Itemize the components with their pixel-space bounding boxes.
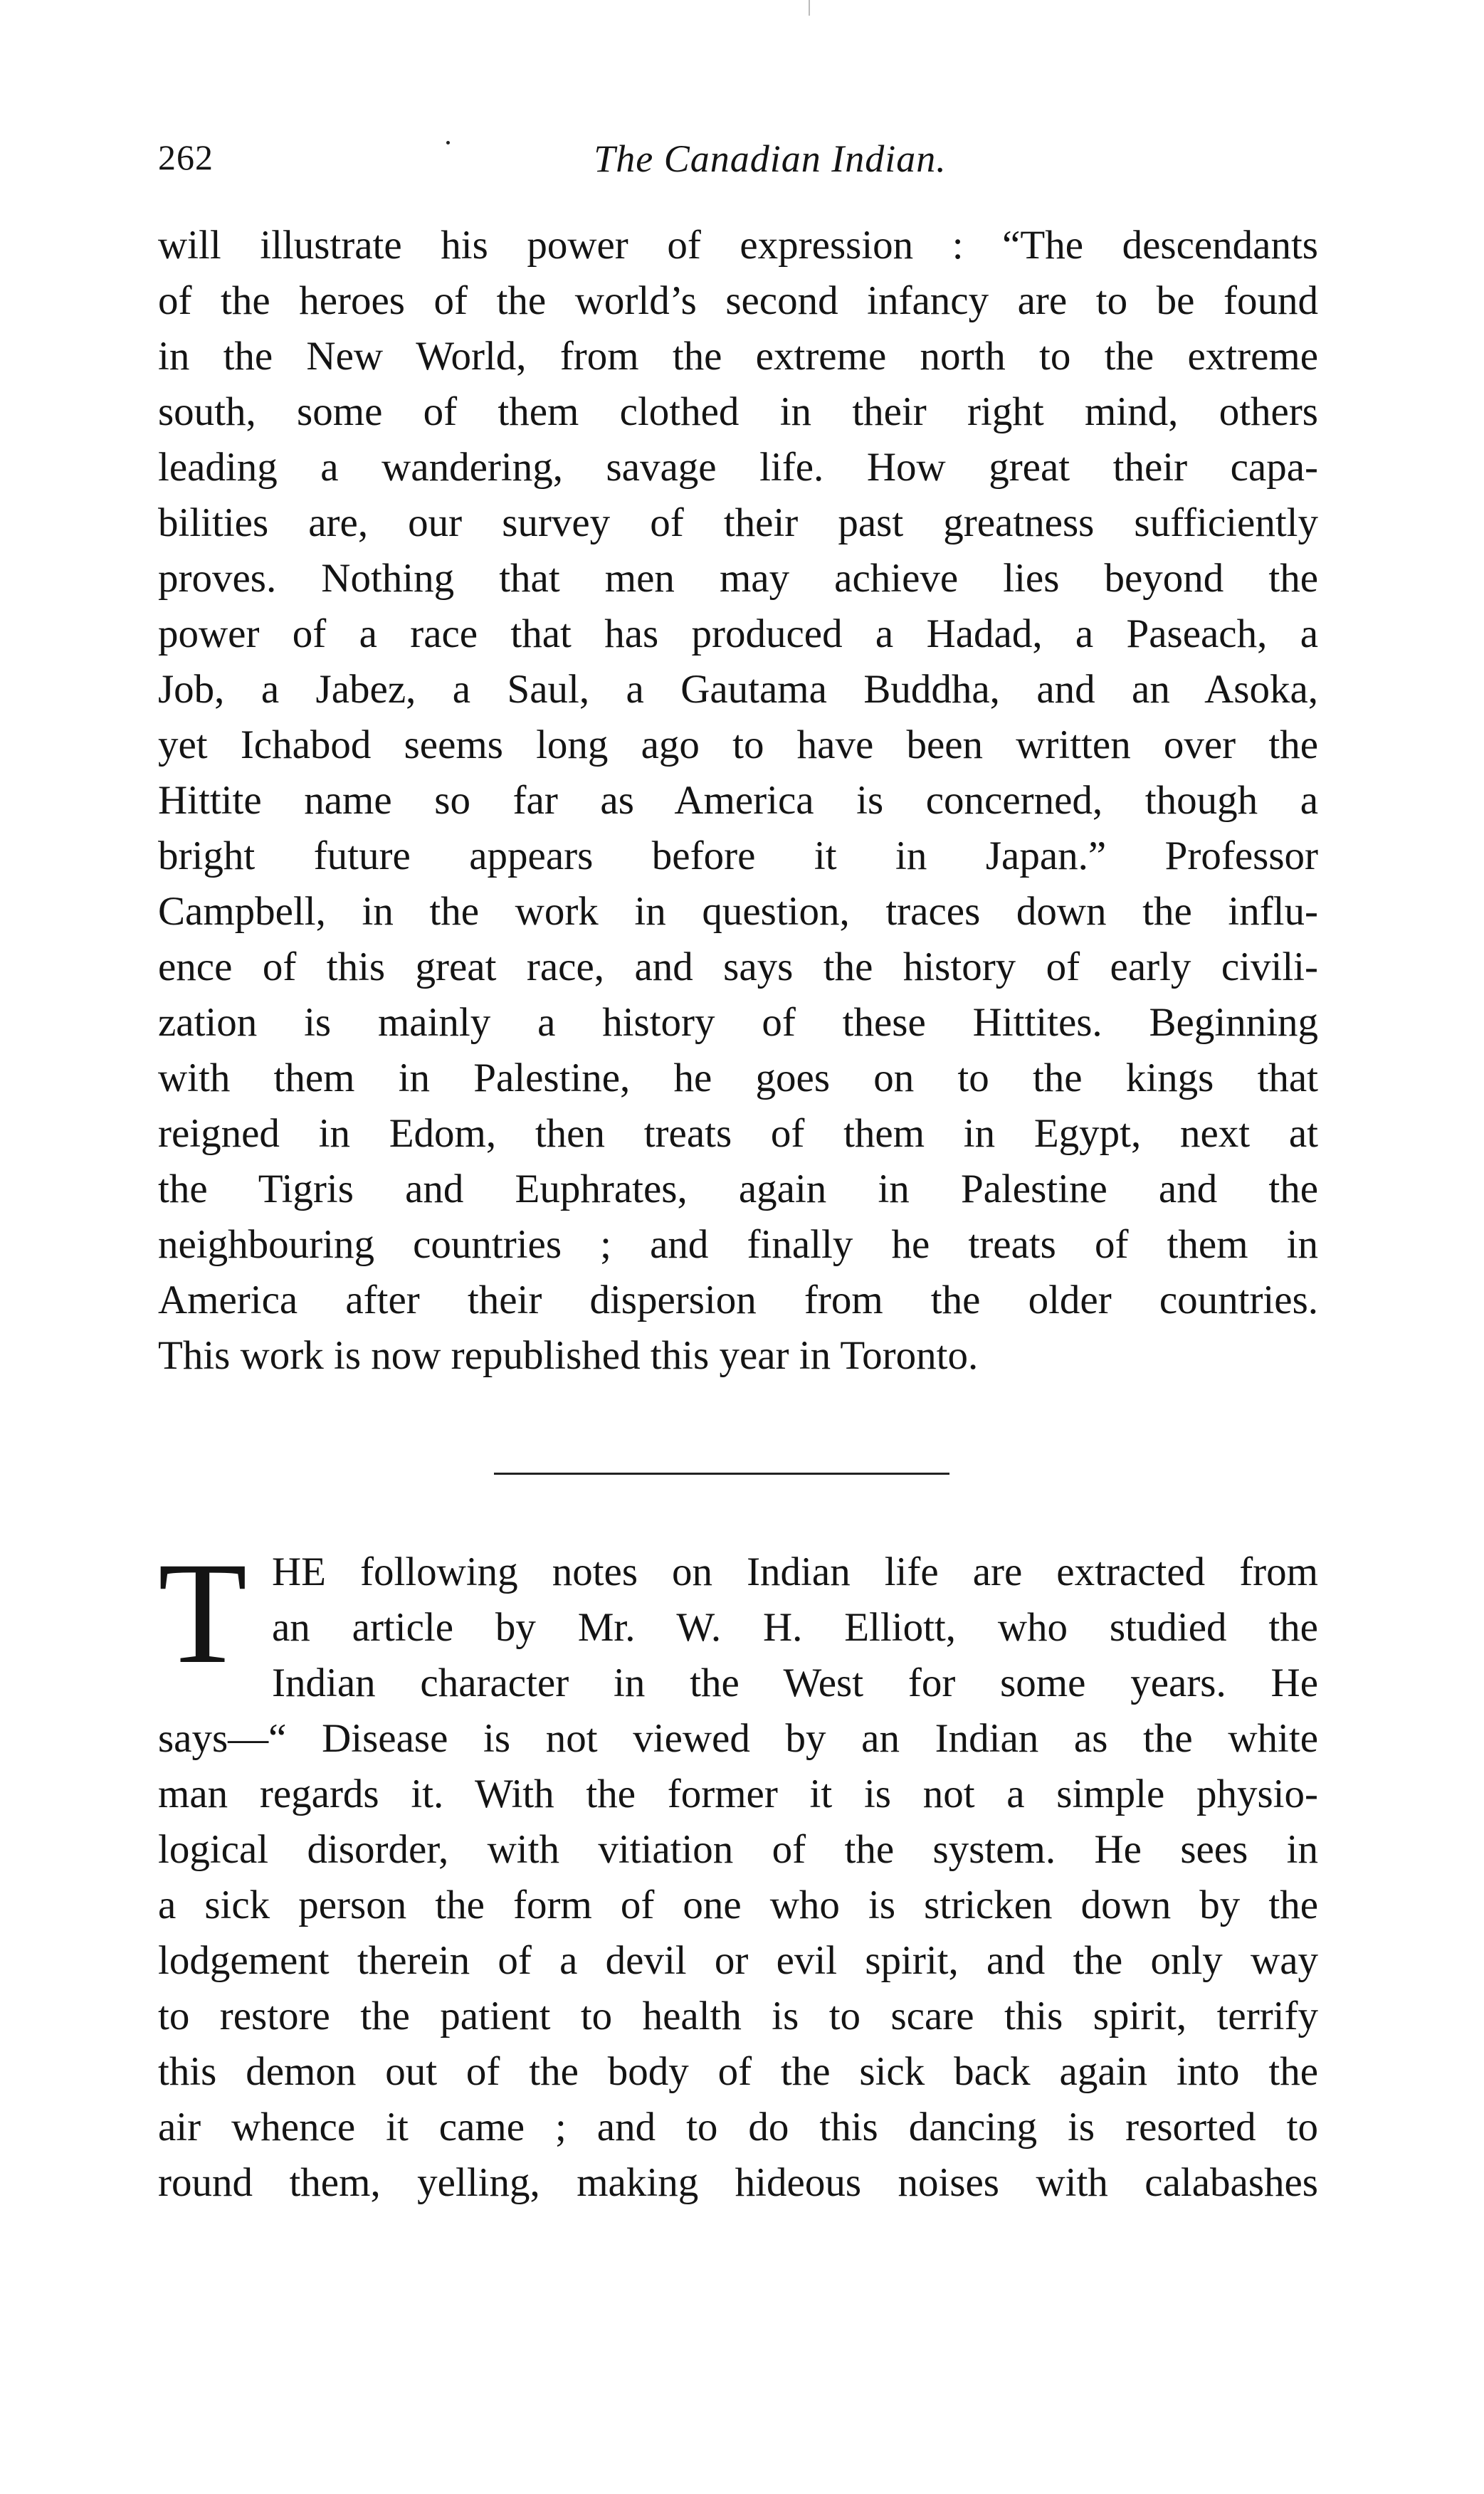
section-divider	[494, 1473, 949, 1475]
text-line: will illustrate his power of expression : “The descendants	[158, 223, 1318, 268]
text-line: a sick person the form of one who is stricken down by the	[158, 1883, 1318, 1927]
text-line: in the New World, from the extreme north to the extreme	[158, 334, 1318, 379]
drop-cap: T	[158, 1532, 248, 1694]
text-line: man regards it. With the former it is not a simple physio-	[158, 1772, 1318, 1816]
text-line: bilities are, our survey of their past greatness sufficiently	[158, 500, 1318, 545]
scan-artifact-mark	[809, 0, 810, 16]
text-line: America after their dispersion from the older countries.	[158, 1278, 1318, 1322]
text-line: round them, yelling, making hideous noises with calabashes	[158, 2160, 1318, 2205]
text-line: neighbouring countries ; and finally he treats of them in	[158, 1222, 1318, 1267]
text-line: Hittite name so far as America is concerned, though a	[158, 778, 1318, 823]
header-dot-mark	[446, 141, 450, 144]
text-line: of the heroes of the world’s second infancy are to be found	[158, 278, 1318, 323]
text-line: yet Ichabod seems long ago to have been written over the	[158, 722, 1318, 767]
running-title: The Canadian Indian.	[594, 137, 947, 180]
text-line: ence of this great race, and says the history of early civili-	[158, 945, 1318, 989]
text-line: an article by Mr. W. H. Elliott, who studied the	[272, 1605, 1318, 1650]
text-line: leading a wandering, savage life. How great their capa-	[158, 445, 1318, 490]
text-line: this demon out of the body of the sick back again into the	[158, 2049, 1318, 2094]
text-line: south, some of them clothed in their right mind, others	[158, 389, 1318, 434]
text-line: Job, a Jabez, a Saul, a Gautama Buddha, and an Asoka,	[158, 667, 1318, 712]
page-number: 262	[158, 137, 214, 177]
text-line: HE following notes on Indian life are extracted from	[272, 1549, 1318, 1594]
text-line: to restore the patient to health is to scare this spirit, terrify	[158, 1994, 1318, 2038]
text-line: lodgement therein of a devil or evil spirit, and the only way	[158, 1938, 1318, 1983]
text-line: Campbell, in the work in question, traces down the influ-	[158, 889, 1318, 934]
page-header	[158, 137, 1318, 186]
text-line: the Tigris and Euphrates, again in Palestine and the	[158, 1167, 1318, 1211]
paragraph-new-section	[158, 1532, 1318, 2211]
text-line: with them in Palestine, he goes on to the kings that	[158, 1056, 1318, 1100]
text-line: zation is mainly a history of these Hittites. Beginning	[158, 1000, 1318, 1045]
text-line: bright future appears before it in Japan.” Professor	[158, 833, 1318, 878]
paragraph-continued	[158, 218, 1318, 1384]
text-line: says—“ Disease is not viewed by an Indian as the white	[158, 1716, 1318, 1761]
text-line: air whence it came ; and to do this dancing is resorted to	[158, 2105, 1318, 2150]
text-line: logical disorder, with vitiation of the system. He sees in	[158, 1827, 1318, 1872]
text-line: power of a race that has produced a Hadad, a Paseach, a	[158, 611, 1318, 656]
text-line: This work is now republished this year in Toronto.	[158, 1333, 979, 1378]
text-line: Indian character in the West for some years. He	[272, 1661, 1318, 1705]
text-line: reigned in Edom, then treats of them in Egypt, next at	[158, 1111, 1318, 1156]
text-line: proves. Nothing that men may achieve lies beyond the	[158, 556, 1318, 601]
